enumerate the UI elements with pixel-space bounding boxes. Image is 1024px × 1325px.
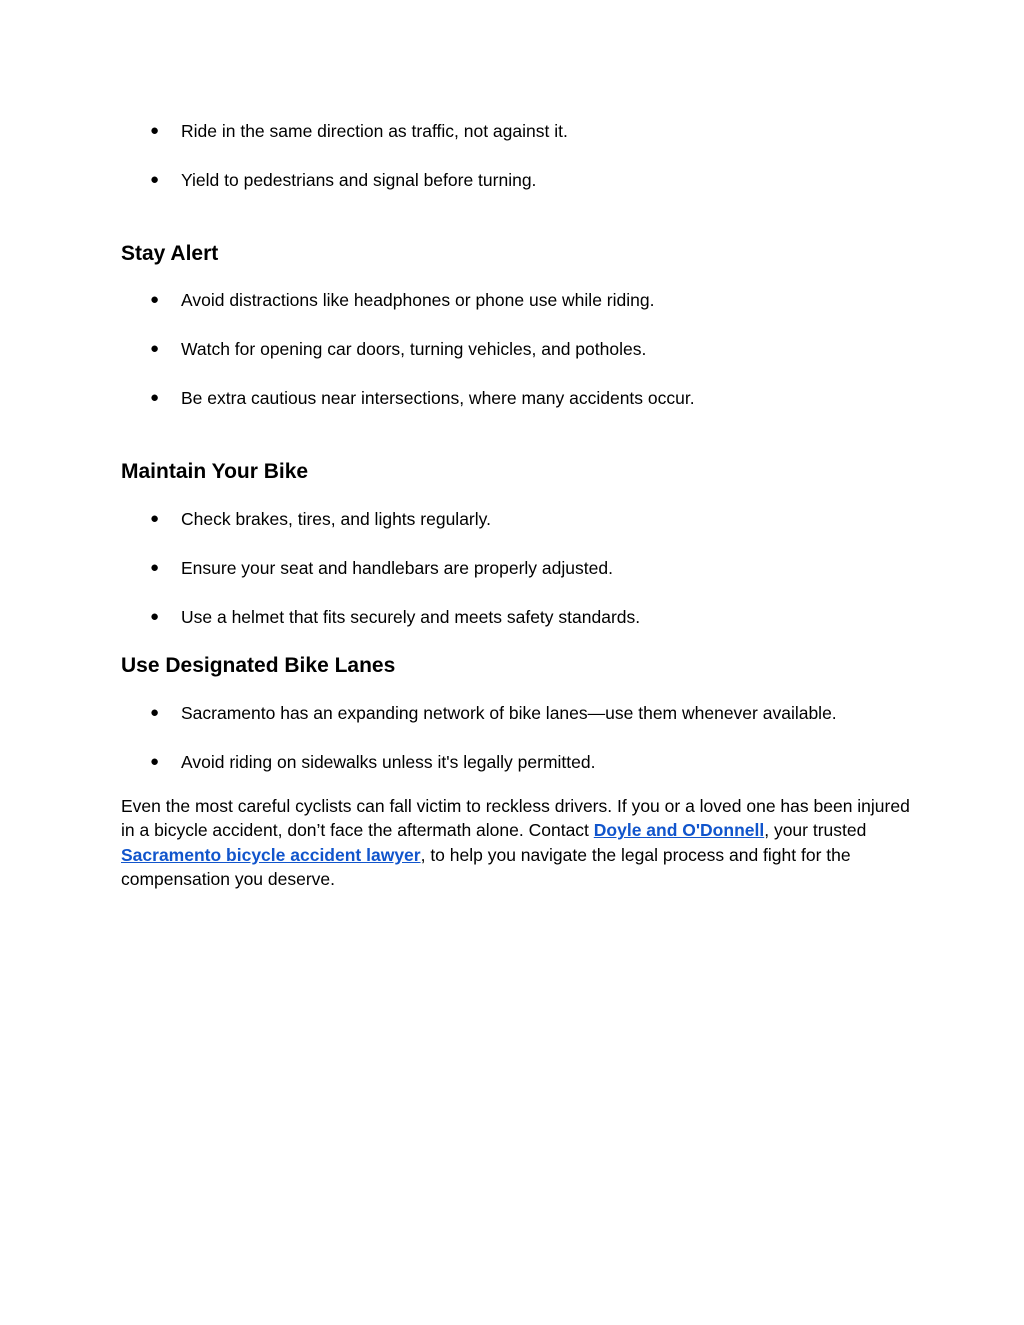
bullet-icon: ●	[150, 122, 160, 139]
list-item-text: Avoid riding on sidewalks unless it's legally permitted.	[181, 752, 596, 772]
list-item-text: Sacramento has an expanding network of bike lanes—use them whenever available.	[181, 703, 837, 723]
bike-lanes-bullet-list	[150, 702, 837, 773]
list-item-text: Check brakes, tires, and lights regularly.	[181, 509, 491, 529]
list-item-text: Use a helmet that fits securely and meets safety standards.	[181, 607, 641, 627]
closing-text-3: , to help you navigate the legal process and fight for the compensation you deserve.	[121, 844, 851, 889]
list-item	[150, 508, 640, 530]
list-item	[150, 702, 837, 724]
intro-bullet-list	[150, 120, 568, 191]
list-item-text: Be extra cautious near intersections, where many accidents occur.	[181, 388, 695, 408]
list-item-text: Yield to pedestrians and signal before turning.	[181, 170, 537, 190]
bullet-icon: ●	[150, 291, 160, 308]
list-item	[150, 120, 568, 142]
section-heading-maintain-bike: Maintain Your Bike	[121, 460, 309, 483]
bullet-icon: ●	[150, 340, 160, 357]
closing-paragraph	[121, 794, 911, 891]
bullet-icon: ●	[150, 510, 160, 527]
maintain-bike-bullet-list	[150, 508, 640, 628]
list-item	[150, 751, 837, 773]
section-heading-stay-alert: Stay Alert	[121, 242, 219, 265]
closing-text-1: Even the most careful cyclists can fall victim to reckless drivers. If you or a loved one has been injured in a bicycle accident, don’t face the aftermath alone. Contact	[121, 796, 910, 841]
list-item-text: Avoid distractions like headphones or phone use while riding.	[181, 290, 655, 310]
list-item-text: Ride in the same direction as traffic, not against it.	[181, 121, 568, 141]
list-item	[150, 338, 695, 360]
bullet-icon: ●	[150, 559, 160, 576]
bullet-icon: ●	[150, 753, 160, 770]
list-item	[150, 557, 640, 579]
bullet-icon: ●	[150, 704, 160, 721]
list-item	[150, 387, 695, 409]
bullet-icon: ●	[150, 608, 160, 625]
bullet-icon: ●	[150, 389, 160, 406]
doyle-odonnell-link[interactable]: Doyle and O'Donnell	[593, 820, 765, 841]
stay-alert-bullet-list	[150, 289, 695, 409]
list-item-text: Watch for opening car doors, turning vehicles, and potholes.	[181, 339, 647, 359]
bicycle-accident-lawyer-link[interactable]: Sacramento bicycle accident lawyer	[121, 844, 421, 865]
bullet-icon: ●	[150, 171, 160, 188]
section-heading-bike-lanes: Use Designated Bike Lanes	[121, 654, 396, 677]
list-item	[150, 606, 640, 628]
list-item-text: Ensure your seat and handlebars are properly adjusted.	[181, 558, 613, 578]
list-item	[150, 169, 568, 191]
list-item	[150, 289, 695, 311]
closing-text-2: , your trusted	[764, 820, 867, 841]
